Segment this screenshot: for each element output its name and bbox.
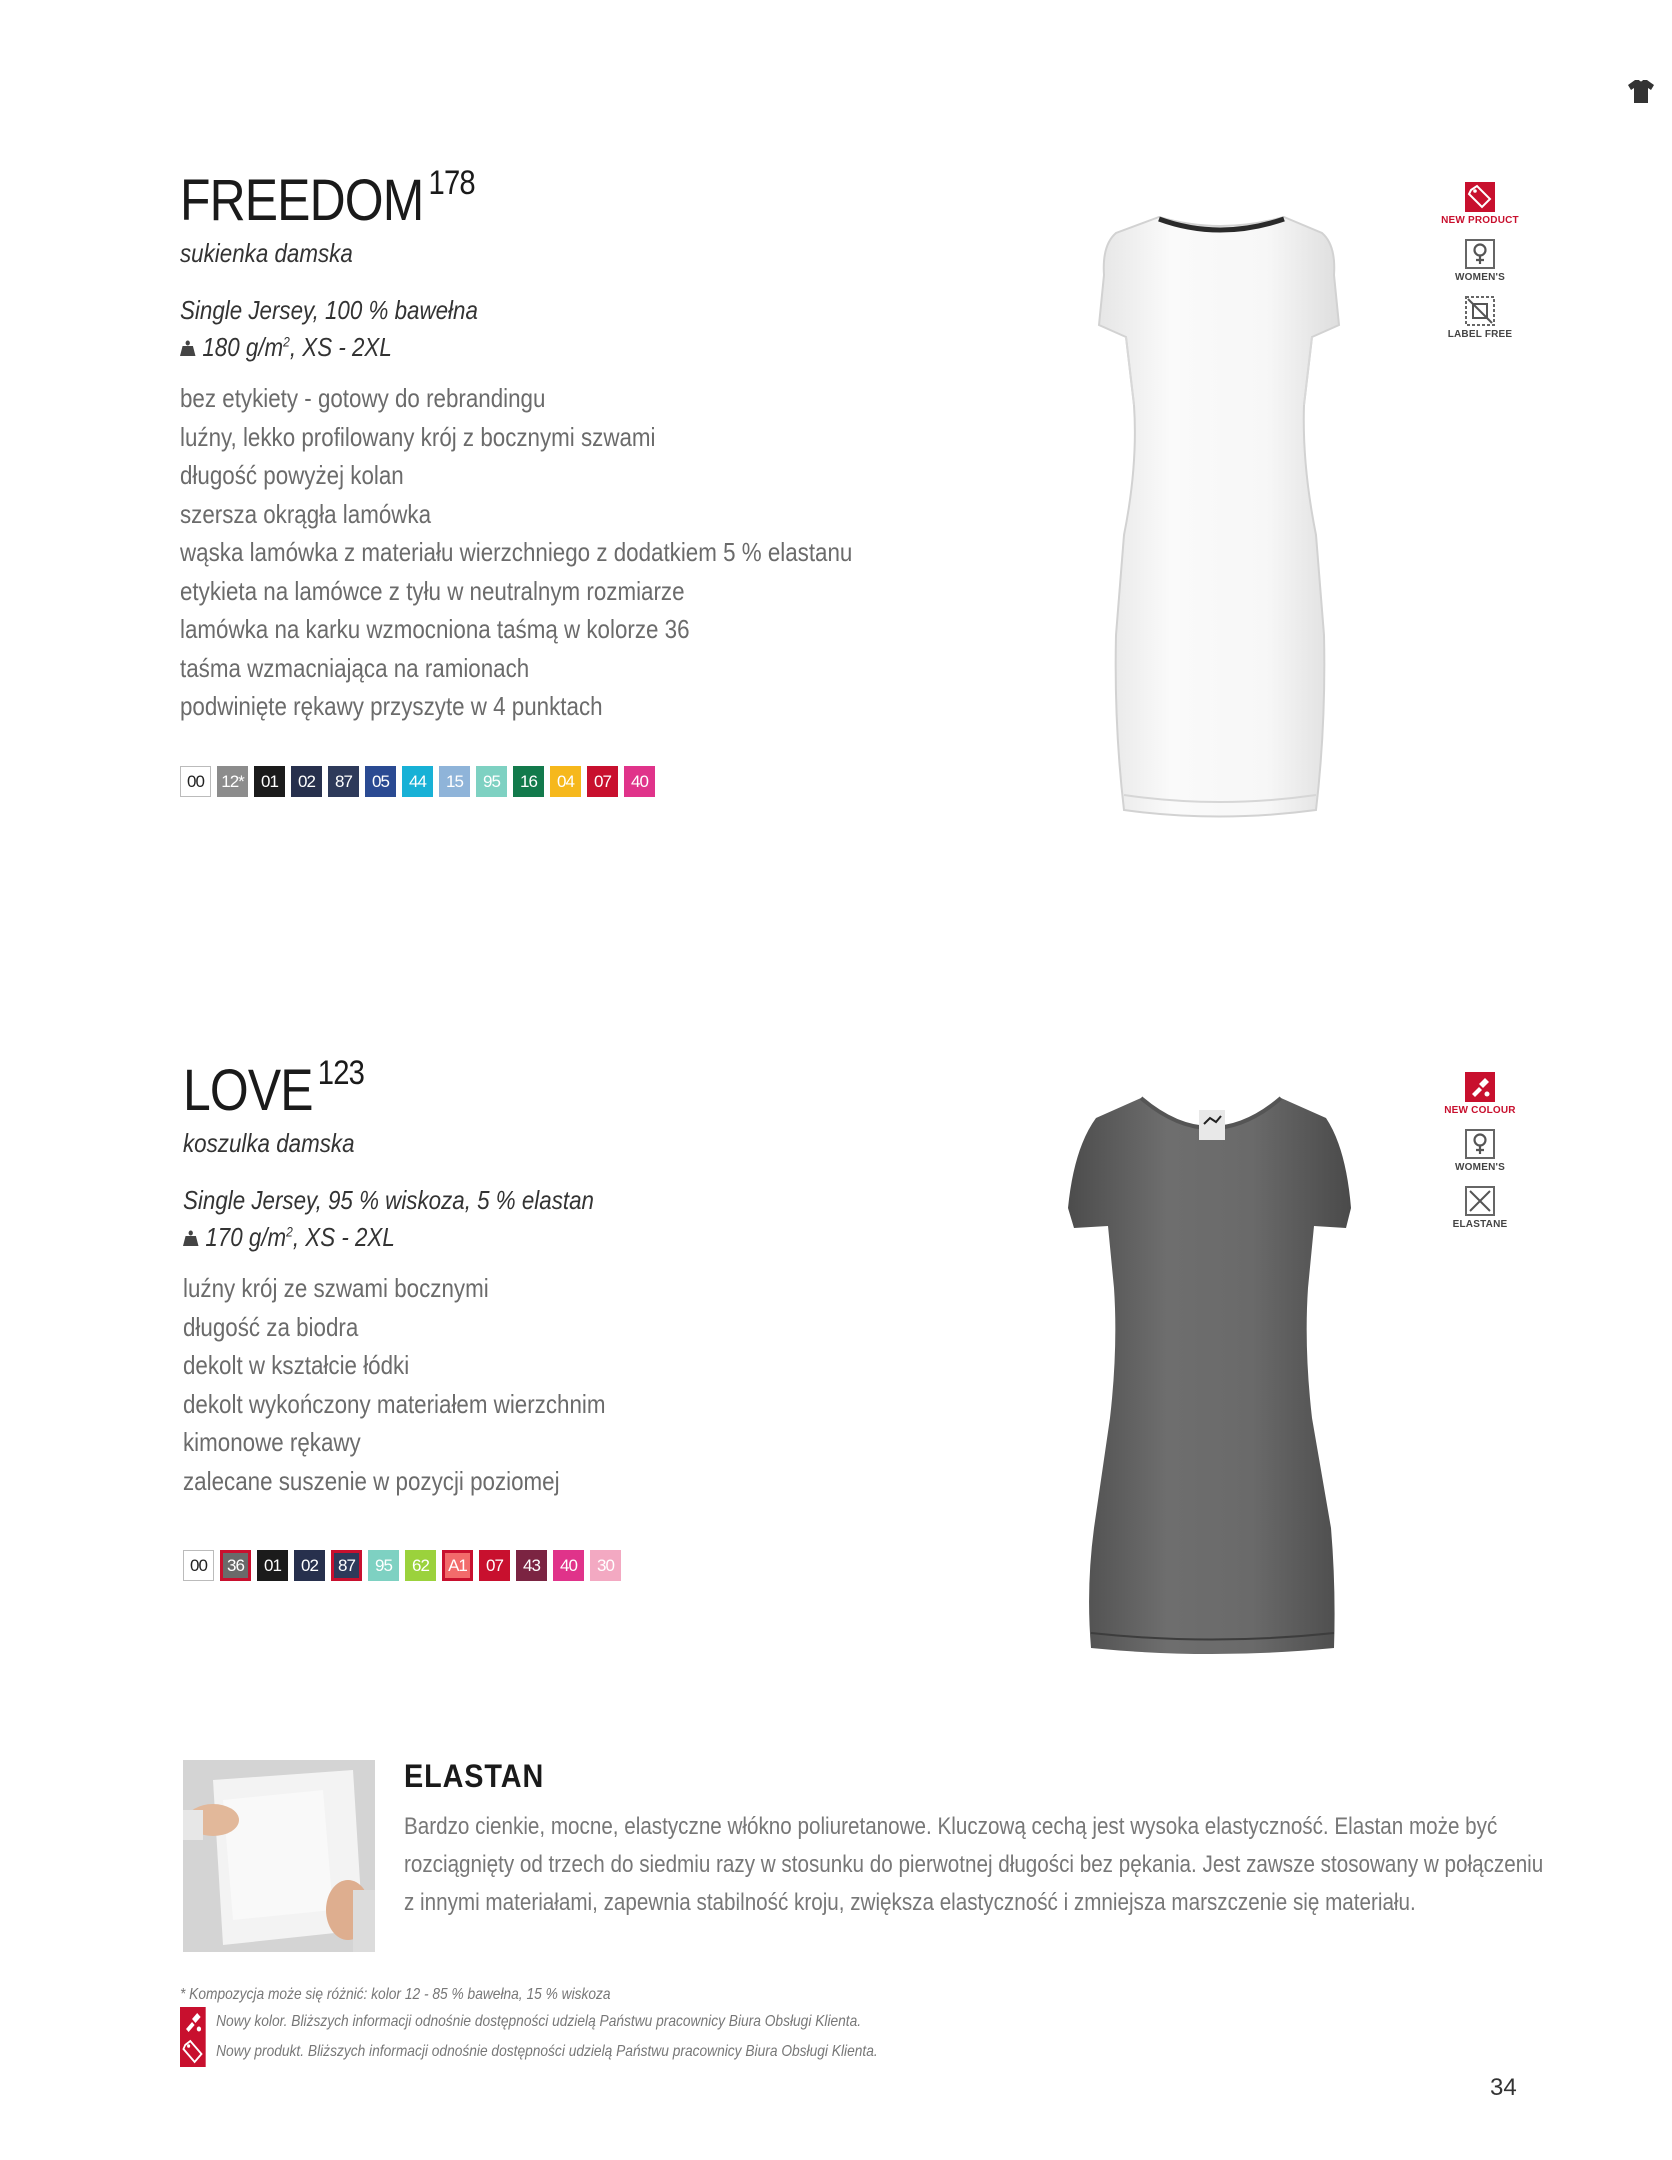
badge-label-free bbox=[1448, 296, 1513, 340]
color-swatch-30[interactable]: 30 bbox=[590, 1550, 621, 1581]
product-code: 178 bbox=[428, 164, 475, 202]
color-swatch-04[interactable]: 04 bbox=[550, 766, 581, 797]
freedom-dress-image bbox=[1054, 205, 1384, 825]
female-symbol-icon bbox=[1465, 1129, 1495, 1159]
color-swatch-12[interactable]: 12* bbox=[217, 766, 248, 797]
feature-item: taśma wzmacniająca na ramionach bbox=[180, 652, 530, 683]
elastan-title: ELASTAN bbox=[404, 1758, 545, 1794]
product-love bbox=[183, 1054, 903, 1500]
love-dress-image bbox=[1046, 1088, 1376, 1668]
color-swatch-87[interactable]: 87 bbox=[331, 1550, 362, 1581]
footnotes bbox=[180, 1983, 991, 2067]
feature-item: długość powyżej kolan bbox=[180, 460, 404, 490]
badge-label: NEW COLOUR bbox=[1444, 1105, 1516, 1116]
label-free-icon bbox=[1465, 296, 1495, 326]
color-swatch-00[interactable]: 00 bbox=[180, 766, 211, 797]
product-name: FREEDOM $^{178}$ bbox=[180, 164, 475, 233]
new-product-note: Nowy produkt. Bliższych informacji odnośnie dostępności udzielą Państwu pracownicy Biura Obsługi Klienta. bbox=[180, 2037, 878, 2067]
color-swatch-40[interactable]: 40 bbox=[624, 766, 655, 797]
badge-label: ELASTANE bbox=[1452, 1219, 1508, 1230]
new-colour-icon bbox=[180, 2007, 206, 2037]
feature-item: kimonowe rękawy bbox=[183, 1427, 361, 1457]
feature-item: wąska lamówka z materiału wierzchniego z dodatkiem 5 % elastanu bbox=[180, 537, 853, 567]
feature-badges bbox=[1430, 1072, 1530, 1243]
feature-item: lamówka na karku wzmocniona taśmą w kolorze 36 bbox=[180, 614, 690, 644]
color-swatch-43[interactable]: 43 bbox=[516, 1550, 547, 1581]
badge-label: NEW PRODUCT bbox=[1441, 215, 1519, 226]
elastan-fabric-photo bbox=[183, 1760, 375, 1952]
color-swatch-16[interactable]: 16 bbox=[513, 766, 544, 797]
feature-item: luźny krój ze szwami bocznymi bbox=[183, 1273, 489, 1303]
color-swatches bbox=[180, 766, 655, 797]
color-swatch-00[interactable]: 00 bbox=[183, 1550, 214, 1581]
feature-list bbox=[180, 379, 900, 726]
feature-item: dekolt wykończony materiałem wierzchnim bbox=[183, 1388, 606, 1419]
feature-item: zalecane suszenie w pozycji poziomej bbox=[183, 1465, 560, 1496]
new-colour-note: Nowy kolor. Bliższych informacji odnośnie dostępności udzielą Państwu pracownicy Biura Obsługi Klienta. bbox=[180, 2007, 878, 2037]
tshirt-icon bbox=[1626, 76, 1656, 106]
color-swatch-02[interactable]: 02 bbox=[291, 766, 322, 797]
feature-item: bez etykiety - gotowy do rebrandingu bbox=[180, 383, 546, 413]
color-swatch-44[interactable]: 44 bbox=[402, 766, 433, 797]
product-name: LOVE $^{123}$ bbox=[183, 1054, 365, 1123]
color-swatch-07[interactable]: 07 bbox=[479, 1550, 510, 1581]
color-swatch-36[interactable]: 36 bbox=[220, 1550, 251, 1581]
feature-item: dekolt w kształcie łódki bbox=[183, 1350, 410, 1380]
page-number: 34 bbox=[1490, 2074, 1517, 2101]
weight-icon bbox=[183, 1230, 198, 1246]
color-swatch-62[interactable]: 62 bbox=[405, 1550, 436, 1581]
new-product-tag-icon bbox=[1465, 182, 1495, 212]
color-swatch-01[interactable]: 01 bbox=[257, 1550, 288, 1581]
product-weight: 170 $g/m^2$, XS - 2XL bbox=[183, 1222, 802, 1253]
product-weight: 180 $g/m^2$, XS - 2XL bbox=[180, 332, 799, 363]
new-product-tag-icon bbox=[180, 2037, 206, 2067]
color-swatch-07[interactable]: 07 bbox=[587, 766, 618, 797]
feature-list bbox=[183, 1269, 903, 1500]
new-colour-icon bbox=[1465, 1072, 1495, 1102]
color-swatch-40[interactable]: 40 bbox=[553, 1550, 584, 1581]
color-swatch-15[interactable]: 15 bbox=[439, 766, 470, 797]
female-symbol-icon bbox=[1465, 239, 1495, 269]
feature-item: etykieta na lamówce z tyłu w neutralnym rozmiarze bbox=[180, 575, 685, 606]
badge-women-s bbox=[1455, 239, 1505, 283]
badge-label: WOMEN'S bbox=[1455, 272, 1505, 283]
badge-elastane bbox=[1453, 1186, 1508, 1230]
color-swatch-95[interactable]: 95 bbox=[368, 1550, 399, 1581]
color-swatch-01[interactable]: 01 bbox=[254, 766, 285, 797]
product-freedom bbox=[180, 164, 900, 726]
product-subtitle: sukienka damska bbox=[180, 238, 353, 268]
product-fabric: Single Jersey, 95 % wiskoza, 5 % elastan bbox=[183, 1185, 594, 1215]
weight-icon bbox=[180, 340, 195, 356]
product-fabric: Single Jersey, 100 % bawełna bbox=[180, 295, 478, 325]
product-code: 123 bbox=[317, 1054, 365, 1092]
feature-item: podwinięte rękawy przyszyte w 4 punktach bbox=[180, 691, 603, 721]
color-swatch-05[interactable]: 05 bbox=[365, 766, 396, 797]
feature-item: luźny, lekko profilowany krój z bocznymi szwami bbox=[180, 421, 656, 452]
color-swatches bbox=[183, 1550, 621, 1581]
elastane-icon bbox=[1465, 1186, 1495, 1216]
color-swatch-A1[interactable]: A1 bbox=[442, 1550, 473, 1581]
badge-label: LABEL FREE bbox=[1447, 329, 1513, 340]
feature-item: szersza okrągła lamówka bbox=[180, 498, 432, 529]
badge-women-s bbox=[1455, 1129, 1505, 1173]
composition-note: * Kompozycja może się różnić: kolor 12 - 85 % bawełna, 15 % wiskoza bbox=[180, 1986, 611, 2003]
color-swatch-87[interactable]: 87 bbox=[328, 766, 359, 797]
badge-new-product bbox=[1441, 182, 1519, 226]
feature-item: długość za biodra bbox=[183, 1311, 359, 1342]
elastan-description: Bardzo cienkie, mocne, elastyczne włókno poliuretanowe. Kluczową cechą jest wysoka elastyczność. Elastan może być rozciągnięty od trzech do siedmiu razy w stosunku do pierwotnej długości bez pękania. Jest zawsze stosowany w połączeniu z innymi materiałami, zapewnia stabilność kroju, zwiększa elastyczność i zmniejsza marszczenie się materiału. bbox=[404, 1813, 1544, 1916]
color-swatch-95[interactable]: 95 bbox=[476, 766, 507, 797]
product-subtitle: koszulka damska bbox=[183, 1128, 355, 1158]
feature-badges bbox=[1430, 182, 1530, 353]
badge-new-colour bbox=[1444, 1072, 1515, 1116]
color-swatch-02[interactable]: 02 bbox=[294, 1550, 325, 1581]
badge-label: WOMEN'S bbox=[1455, 1162, 1505, 1173]
